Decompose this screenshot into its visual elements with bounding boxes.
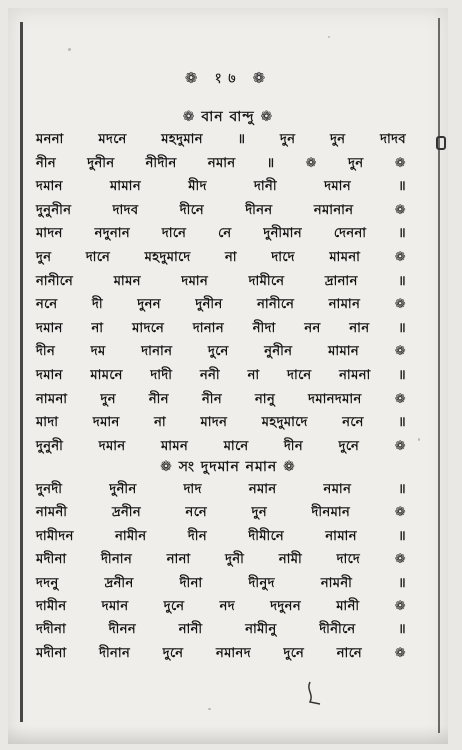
text-line: দুনদী দুনীন দাদ নমান নমান ॥ <box>36 482 406 497</box>
text-line: নামনা দুন নীন নীন নানু দমানদমান ❁ <box>36 391 406 407</box>
text-line: দমান মামান মীদ দানী দমান ॥ <box>36 179 406 195</box>
text-line: দুন দানে মহদুমাদে না দাদে মামনা ❁ <box>36 249 406 265</box>
binding-clip <box>436 136 446 150</box>
text-line: দমান না মাদনে দানান নীদা নন নান ॥ <box>36 320 406 336</box>
section-title-1: ❁ বান বান্দু ❁ <box>182 109 274 125</box>
text-line: দীন দম দানান দুনে নুনীন মামান ❁ <box>36 344 406 360</box>
text-line: নীন দুনীন নীদীন নমান ॥ ❁ দুন ❁ <box>36 155 406 171</box>
section-1-text <box>36 128 406 458</box>
paper-speck <box>68 48 71 51</box>
text-line: মননা মদনে মহদুমান ॥ দুন দুন দাদব <box>36 132 406 147</box>
text-line: দদীনা দীনন নানী নামীনু দীনীনে ॥ <box>36 622 406 638</box>
book-page <box>8 8 448 744</box>
text-line: দদনু দ্রনীন দীনা দীনুদ নামনী ॥ <box>36 575 406 591</box>
paper-speck <box>418 438 420 441</box>
text-line: দামীদন নামীন দীন দীমীনে নামান ॥ <box>36 528 406 544</box>
paper-speck <box>328 36 330 38</box>
text-line: ননে দী দুনন দুনীন নানীনে নামান ❁ <box>36 297 406 313</box>
text-line: মদীনা দীনান নানা দুনী নামী দাদে ❁ <box>36 552 406 568</box>
page-number: ❁ १७ ❁ <box>184 69 272 87</box>
section-2-text <box>36 478 406 665</box>
text-line: দুনুনী দমান মামন মানে দীন দুনে ❁ <box>36 438 406 454</box>
text-line: মদীনা দীনান দুনে নমানদ দুনে নানে ❁ <box>36 645 406 661</box>
text-line: দামীন দমান দুনে নদ দদুনন মানী ❁ <box>36 598 406 614</box>
text-line: নানীনে মামন দমান দামীনে দ্রানান ॥ <box>36 273 406 289</box>
section-title-2: ❁ সং দুদমান নমান ❁ <box>160 459 296 475</box>
text-line: মাদা দমান না মাদন মহদুমাদে ননে ॥ <box>36 415 406 431</box>
text-line: মাদন নদুনান দানে নে দুনীমান দেননা ॥ <box>36 226 406 242</box>
text-line: দমান মামনে দাদী ননী না দানে নামনা ॥ <box>36 367 406 383</box>
ink-mark <box>304 680 326 710</box>
text-line: নামনী দ্রনীন ননে দুন দীনমান ❁ <box>36 505 406 521</box>
page-bottom-shadow <box>8 726 448 744</box>
text-line: দুনুনীন দাদব দীনে দীনন নমানান ❁ <box>36 202 406 218</box>
paper-speck <box>208 708 211 710</box>
